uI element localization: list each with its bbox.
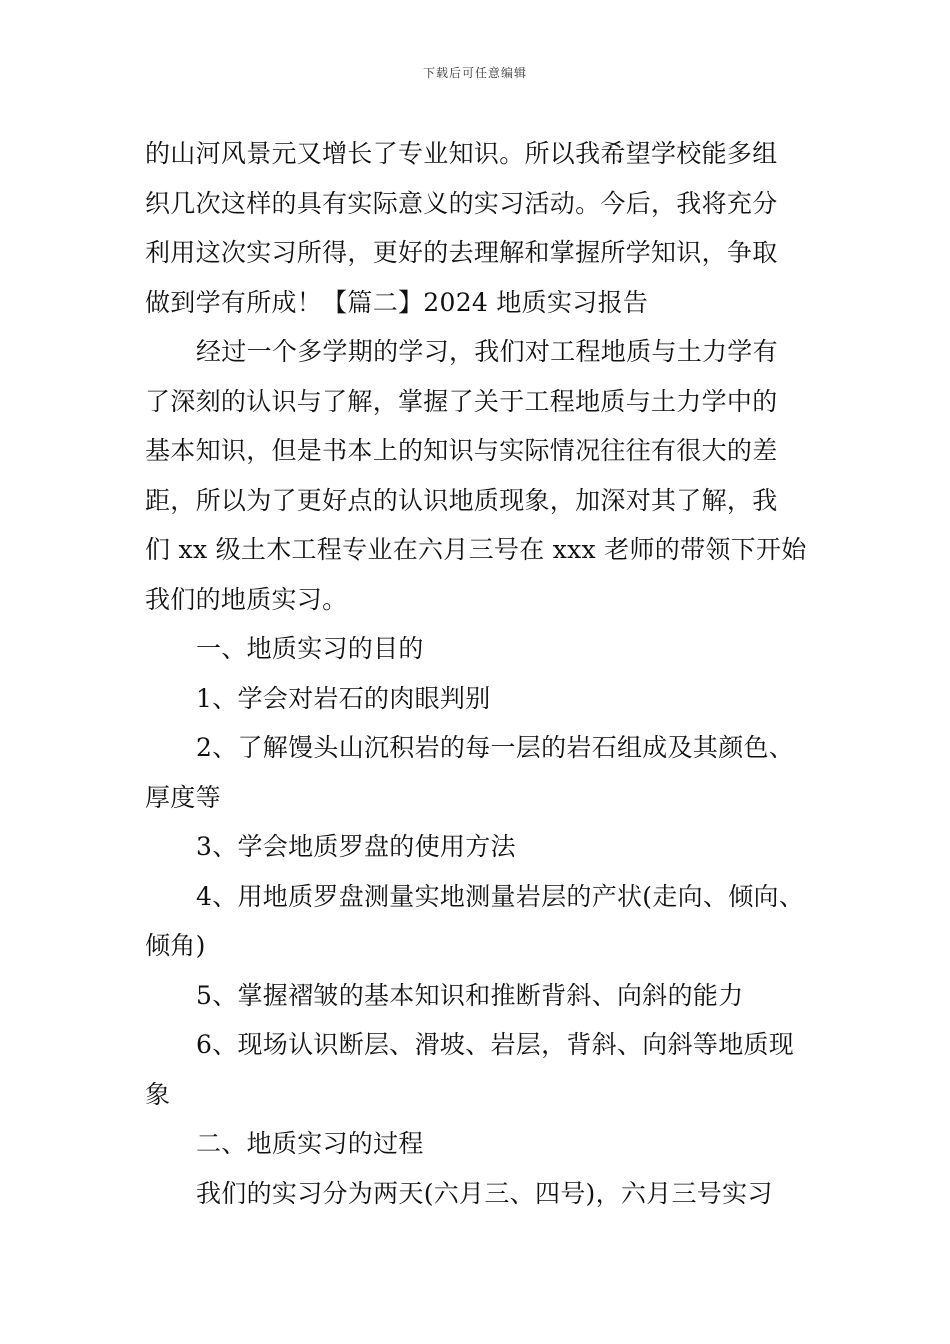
list-item: 1、学会对岩石的肉眼判别	[196, 683, 491, 713]
list-item: 6、现场认识断层、滑坡、岩层，背斜、向斜等地质现	[196, 1030, 795, 1059]
page-header: 下载后可任意编辑	[422, 66, 527, 80]
text-line: 我们的地质实习。	[145, 584, 348, 614]
list-item: 2、了解馒头山沉积岩的每一层的岩石组成及其颜色、	[196, 733, 795, 762]
text-line: 我们的实习分为两天(六月三、四号)，六月三号实习	[196, 1178, 773, 1208]
list-item: 5、掌握褶皱的基本知识和推断背斜、向斜的能力	[196, 980, 744, 1010]
text-line: 倾角)	[145, 931, 206, 960]
text-line: 利用这次实习所得，更好的去理解和掌握所学知识，争取	[145, 238, 778, 267]
text-line: 做到学有所成！【篇二】2024 地质实习报告	[145, 287, 649, 317]
list-item: 3、学会地质罗盘的使用方法	[196, 832, 516, 861]
text-line: 象	[145, 1079, 171, 1109]
text-line: 厚度等	[145, 782, 221, 812]
text-line: 织几次这样的具有实际意义的实习活动。今后，我将充分	[145, 188, 778, 218]
text-line: 们 xx 级土木工程专业在六月三号在 xxx 老师的带领下开始	[145, 535, 807, 564]
text-line: 的山河风景元又增长了专业知识。所以我希望学校能多组	[145, 139, 778, 168]
text-line: 基本知识，但是书本上的知识与实际情况往往有很大的差	[145, 436, 778, 465]
document-body	[145, 129, 810, 1218]
text-line: 距，所以为了更好点的认识地质现象，加深对其了解，我	[145, 485, 778, 515]
list-item: 4、用地质罗盘测量实地测量岩层的产状(走向、倾向、	[196, 881, 805, 911]
text-line: 经过一个多学期的学习，我们对工程地质与土力学有	[196, 337, 778, 366]
section-heading: 二、地质实习的过程	[196, 1129, 424, 1158]
text-line: 了深刻的认识与了解，掌握了关于工程地质与土力学中的	[145, 386, 778, 416]
section-heading: 一、地质实习的目的	[196, 634, 424, 663]
